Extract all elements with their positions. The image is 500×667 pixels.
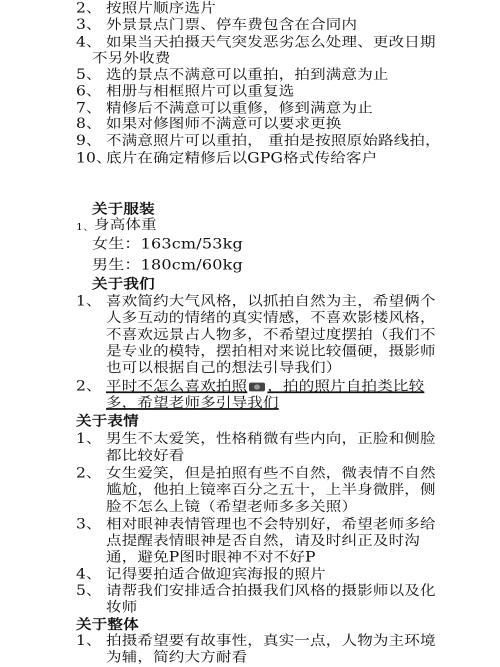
section-heading-overall: 关于整体 — [76, 616, 139, 633]
expression-item-continuation: 妆师 — [106, 599, 138, 616]
section-heading-clothing: 关于服装 — [92, 200, 155, 217]
section-heading-expression: 关于表情 — [76, 412, 139, 430]
expression-item-continuation: 尴尬，他拍上镜率百分之五十，上半身微胖，侧 — [106, 481, 436, 498]
expression-item-continuation: 通，避免P图时眼神不对不好P — [106, 549, 316, 566]
expression-item-continuation: 点提醒表情眼神是否自然，请及时纠正及时沟 — [106, 532, 421, 549]
about-item-continuation: 也可以根据自己的想法引导我们） — [106, 359, 342, 376]
section-heading-about: 关于我们 — [92, 275, 155, 293]
overall-item-continuation: 为辅，简约大方耐看 — [106, 649, 248, 666]
list-item-continuation: 不另外收费 — [92, 50, 171, 66]
female-size: 女生：163cm/53kg — [92, 235, 243, 252]
camera-icon — [249, 383, 265, 392]
about-item-continuation: 是专业的模特，摆拍相对来说比较僵硬，摄影师 — [106, 343, 436, 359]
expression-item-continuation: 都比较好看 — [106, 447, 185, 464]
about-item-continuation: 人多互动的情绪的真实情感，不喜欢影楼风格， — [106, 309, 436, 326]
male-size: 男生：180cm/60kg — [92, 256, 243, 273]
expression-item-continuation: 脸不怎么上镜（希望老师多多关照） — [106, 498, 358, 515]
about-item-continuation: 多，希望老师多引导我们 — [106, 394, 279, 411]
about-item-continuation: 不喜欢远景占人物多，不希望过度摆拍（我们不 — [106, 326, 436, 343]
